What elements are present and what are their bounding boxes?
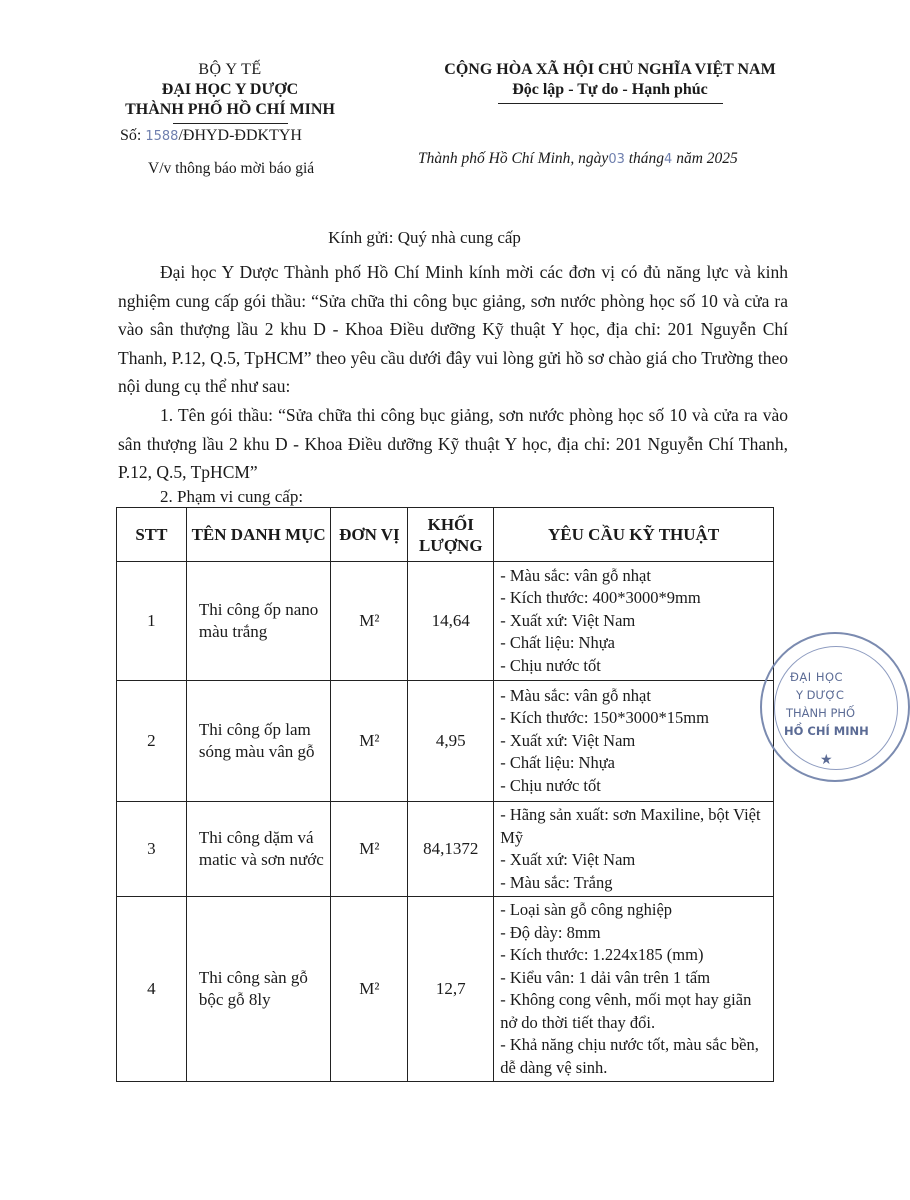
row-name: Thi công dặm vá matic và sơn nước — [186, 802, 331, 897]
header-qty: KHỐI LƯỢNG — [408, 508, 494, 562]
row-stt: 4 — [117, 897, 187, 1082]
spec-line: - Không cong vênh, mối mọt hay giãn nở do thời tiết thay đổi. — [500, 990, 752, 1032]
row-qty: 84,1372 — [408, 802, 494, 897]
item-2-scope: 2. Phạm vi cung cấp: — [160, 487, 304, 506]
spec-line: - Xuất xứ: Việt Nam — [500, 730, 636, 750]
national-heading — [420, 60, 800, 104]
row-name: Thi công sàn gỗ bộc gỗ 8ly — [186, 897, 331, 1082]
intro-paragraph: Đại học Y Dược Thành phố Hồ Chí Minh kính mời các đơn vị có đủ năng lực và kinh nghiệm cung cấp gói thầu: “Sửa chữa thi công bục giảng, sơn nước phòng học số 10 và cửa ra vào sân thượng lầu 2 khu D - Khoa Điều dưỡng Kỹ thuật Y học, địa chỉ: 201 Nguyễn Chí Thanh, P.12, Q.5, TpHCM” theo yêu cầu dưới đây vui lòng gửi hồ sơ chào giá cho Trường theo nội dung cụ thể như sau: — [118, 262, 788, 396]
table-row — [117, 897, 774, 1082]
seal-text: ĐẠI HỌC — [790, 670, 844, 684]
row-stt: 3 — [117, 802, 187, 897]
official-seal — [760, 632, 910, 782]
greeting: Kính gửi: Quý nhà cung cấp — [328, 228, 521, 247]
national-motto: Độc lập - Tự do - Hạnh phúc — [512, 81, 708, 98]
spec-line: - Chất liệu: Nhựa — [500, 633, 615, 653]
row-qty: 14,64 — [408, 562, 494, 681]
row-stt: 2 — [117, 681, 187, 802]
table-header-row — [117, 508, 774, 562]
handwritten-month: 4 — [664, 152, 673, 167]
motto-underline — [498, 103, 723, 104]
header-spec: YÊU CẦU KỸ THUẬT — [494, 508, 774, 562]
row-spec — [494, 802, 774, 897]
spec-line: - Chất liệu: Nhựa — [500, 753, 615, 773]
row-stt: 1 — [117, 562, 187, 681]
seal-text: Y DƯỢC — [796, 688, 844, 702]
spec-line: - Chịu nước tốt — [500, 775, 601, 795]
seal-text: THÀNH PHỐ — [786, 706, 856, 720]
header-unit: ĐƠN VỊ — [331, 508, 408, 562]
issuer-block — [100, 60, 360, 124]
header-stt: STT — [117, 508, 187, 562]
spec-line: - Kích thước: 1.224x185 (mm) — [500, 945, 704, 964]
row-name: Thi công ốp lam sóng màu vân gỗ — [186, 681, 331, 802]
row-qty: 4,95 — [408, 681, 494, 802]
row-unit: M² — [331, 562, 408, 681]
row-spec — [494, 681, 774, 802]
spec-line: - Hãng sản xuất: sơn Maxiline, bột Việt Mỹ — [500, 805, 761, 847]
row-qty: 12,7 — [408, 897, 494, 1082]
ministry-name: BỘ Y TẾ — [198, 61, 262, 78]
row-spec — [494, 897, 774, 1082]
row-name: Thi công ốp nano màu trắng — [186, 562, 331, 681]
spec-line: - Chịu nước tốt — [500, 655, 601, 675]
spec-line: - Xuất xứ: Việt Nam — [500, 610, 636, 630]
header-name: TÊN DANH MỤC — [186, 508, 331, 562]
spec-line: - Khả năng chịu nước tốt, màu sắc bền, dễ dàng vệ sinh. — [500, 1035, 759, 1077]
document-subject: V/v thông báo mời báo giá — [148, 160, 315, 177]
republic-name: CỘNG HÒA XÃ HỘI CHỦ NGHĨA VIỆT NAM — [444, 61, 776, 78]
spec-line: - Màu sắc: vân gỗ nhạt — [500, 565, 651, 585]
handwritten-day: 03 — [608, 152, 625, 167]
scope-table — [116, 507, 774, 1082]
document-number: Số: 1588/ĐHYD-ĐDKTYH — [120, 127, 302, 144]
spec-line: - Màu sắc: vân gỗ nhạt — [500, 685, 651, 705]
spec-line: - Loại sàn gỗ công nghiệp — [500, 900, 673, 919]
handwritten-doc-number: 1588 — [145, 129, 179, 144]
row-unit: M² — [331, 897, 408, 1082]
spec-line: - Màu sắc: Trắng — [500, 872, 613, 892]
table-row — [117, 681, 774, 802]
spec-line: - Kiểu vân: 1 dải vân trên 1 tấm — [500, 967, 711, 987]
item-1-package-name: 1. Tên gói thầu: “Sửa chữa thi công bục giảng, sơn nước phòng học số 10 và cửa ra vào sân thượng lầu 2 khu D - Khoa Điều dưỡng Kỹ thuật Y học, địa chỉ: 201 Nguyễn Chí Thanh, P.12, Q.5, TpHCM” — [118, 405, 788, 482]
table-row — [117, 802, 774, 897]
spec-line: - Xuất xứ: Việt Nam — [500, 850, 636, 869]
seal-star-icon: ★ — [820, 753, 833, 768]
row-unit: M² — [331, 681, 408, 802]
spec-line: - Kích thước: 150*3000*15mm — [500, 708, 709, 728]
university-name-line2: THÀNH PHỐ HỒ CHÍ MINH — [125, 101, 335, 118]
issuer-underline — [173, 123, 288, 124]
seal-text: HỒ CHÍ MINH — [784, 724, 869, 738]
spec-line: - Kích thước: 400*3000*9mm — [500, 588, 701, 608]
spec-line: - Độ dày: 8mm — [500, 922, 601, 942]
document-date: Thành phố Hồ Chí Minh, ngày03 tháng4 năm 2025 — [418, 150, 738, 167]
row-unit: M² — [331, 802, 408, 897]
row-spec — [494, 562, 774, 681]
university-name-line1: ĐẠI HỌC Y DƯỢC — [161, 81, 299, 98]
table-row — [117, 562, 774, 681]
